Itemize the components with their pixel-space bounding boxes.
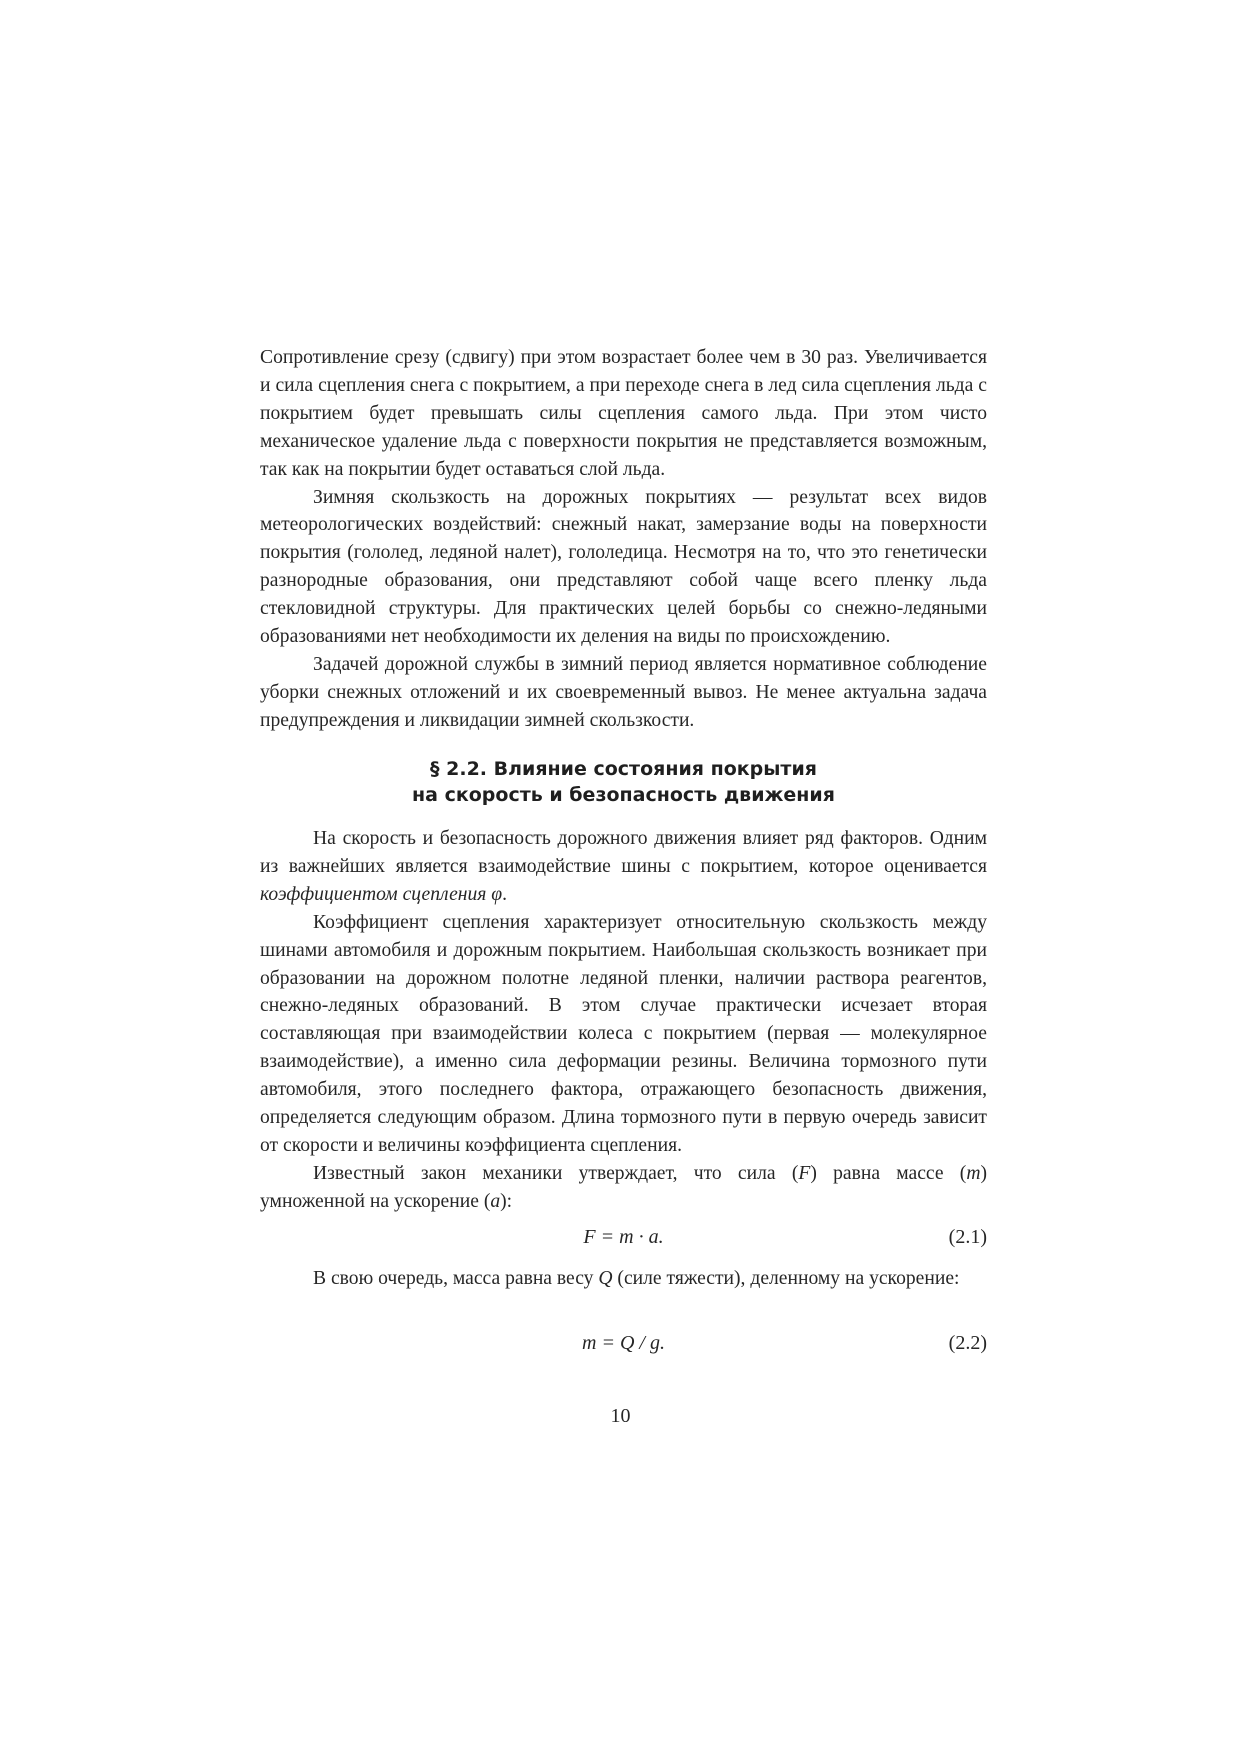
paragraph-4-term: коэффициентом сцепления φ xyxy=(260,883,503,905)
paragraph-7-part-b: (силе тяжести), деленному на ускорение: xyxy=(612,1268,960,1289)
variable-F: F xyxy=(798,1162,811,1184)
paragraph-4-end: . xyxy=(502,883,508,905)
formula-2-2 xyxy=(260,1329,987,1357)
formula-2-2-expression: m = Q / g. xyxy=(582,1332,665,1354)
page-number: 10 xyxy=(610,1405,631,1427)
body-text-bottom xyxy=(260,1265,987,1293)
paragraph-3: Задачей дорожной службы в зимний период является нормативное соблюдение уборки снежных отложений и их своевременный вывоз. Не менее актуальна задача предупреждения и ликвидации зимней скользкости. xyxy=(260,653,987,731)
body-text-top xyxy=(260,344,987,735)
section-heading-line-1: § 2.2. Влияние состояния покрытия xyxy=(430,758,817,780)
section-heading xyxy=(260,756,987,808)
paragraph-5: Коэффициент сцепления характеризует относительную скользкость между шинами автомобиля и дорожным покрытием. Наибольшая скользкость возникает при образовании на дорожном полотне ледяной пленки, наличии раствора реагентов, снежно-ледяных образований. В этом случае практически исчезает вторая составляющая при взаимодействии колеса с покрытием (первая — молекулярное взаимодействие), а именно сила деформации резины. Величина тормозного пути автомобиля, этого последнего фактора, отражающего безопасность движения, определяется следующим образом. Длина тормозного пути в первую очередь зависит от скорости и величины коэффициента сцепления. xyxy=(260,911,987,1156)
section-heading-line-2: на скорость и безопасность движения xyxy=(412,784,835,806)
formula-2-2-number: (2.2) xyxy=(948,1332,987,1354)
formula-2-1-number: (2.1) xyxy=(948,1226,987,1248)
formula-2-1-expression: F = m · a. xyxy=(583,1226,664,1248)
paragraph-6-part-d: ): xyxy=(500,1190,513,1212)
variable-Q: Q xyxy=(598,1268,613,1289)
paragraph-6 xyxy=(260,1160,987,1216)
paragraph-1: Сопротивление срезу (сдвигу) при этом возрастает более чем в 30 раз. Увеличивается и сила сцепления снега с покрытием, а при переходе снега в лед сила сцепления льда с покрытием будет превышать силы сцепления самого льда. При этом чисто механическое удаление льда с поверхности покрытия не представляется возможным, так как на покрытии будет оставаться слой льда. xyxy=(260,347,987,480)
formula-2-1 xyxy=(260,1223,987,1251)
paragraph-7-part-a: В свою очередь, масса равна весу xyxy=(313,1268,599,1289)
variable-m: m xyxy=(966,1162,981,1184)
paragraph-4 xyxy=(260,825,987,909)
variable-a: a xyxy=(490,1190,501,1212)
paragraph-6-part-b: ) равна массе ( xyxy=(810,1162,967,1184)
paragraph-2: Зимняя скользкость на дорожных покрытиях — результат всех видов метеорологических воздействий: снежный накат, замерзание воды на поверхности покрытия (гололед, ледяной налет), гололедица. Несмотря на то, что это генетически разнородные образования, они представляют собой чаще всего пленку льда стекловидной структуры. Для практических целей борьбы со снежно-ледяными образованиями нет необходимости их деления на виды по происхождению. xyxy=(260,486,987,648)
paragraph-6-part-c: ) умноженной на ускорение ( xyxy=(260,1162,987,1212)
paragraph-6-part-a: Известный закон механики утверждает, что сила ( xyxy=(313,1162,799,1184)
body-text-middle xyxy=(260,825,987,1216)
paragraph-7 xyxy=(260,1265,987,1293)
paragraph-4-text: На скорость и безопасность дорожного движения влияет ряд факторов. Одним из важнейших является взаимодействие шины с покрытием, которое оценивается xyxy=(260,828,987,877)
